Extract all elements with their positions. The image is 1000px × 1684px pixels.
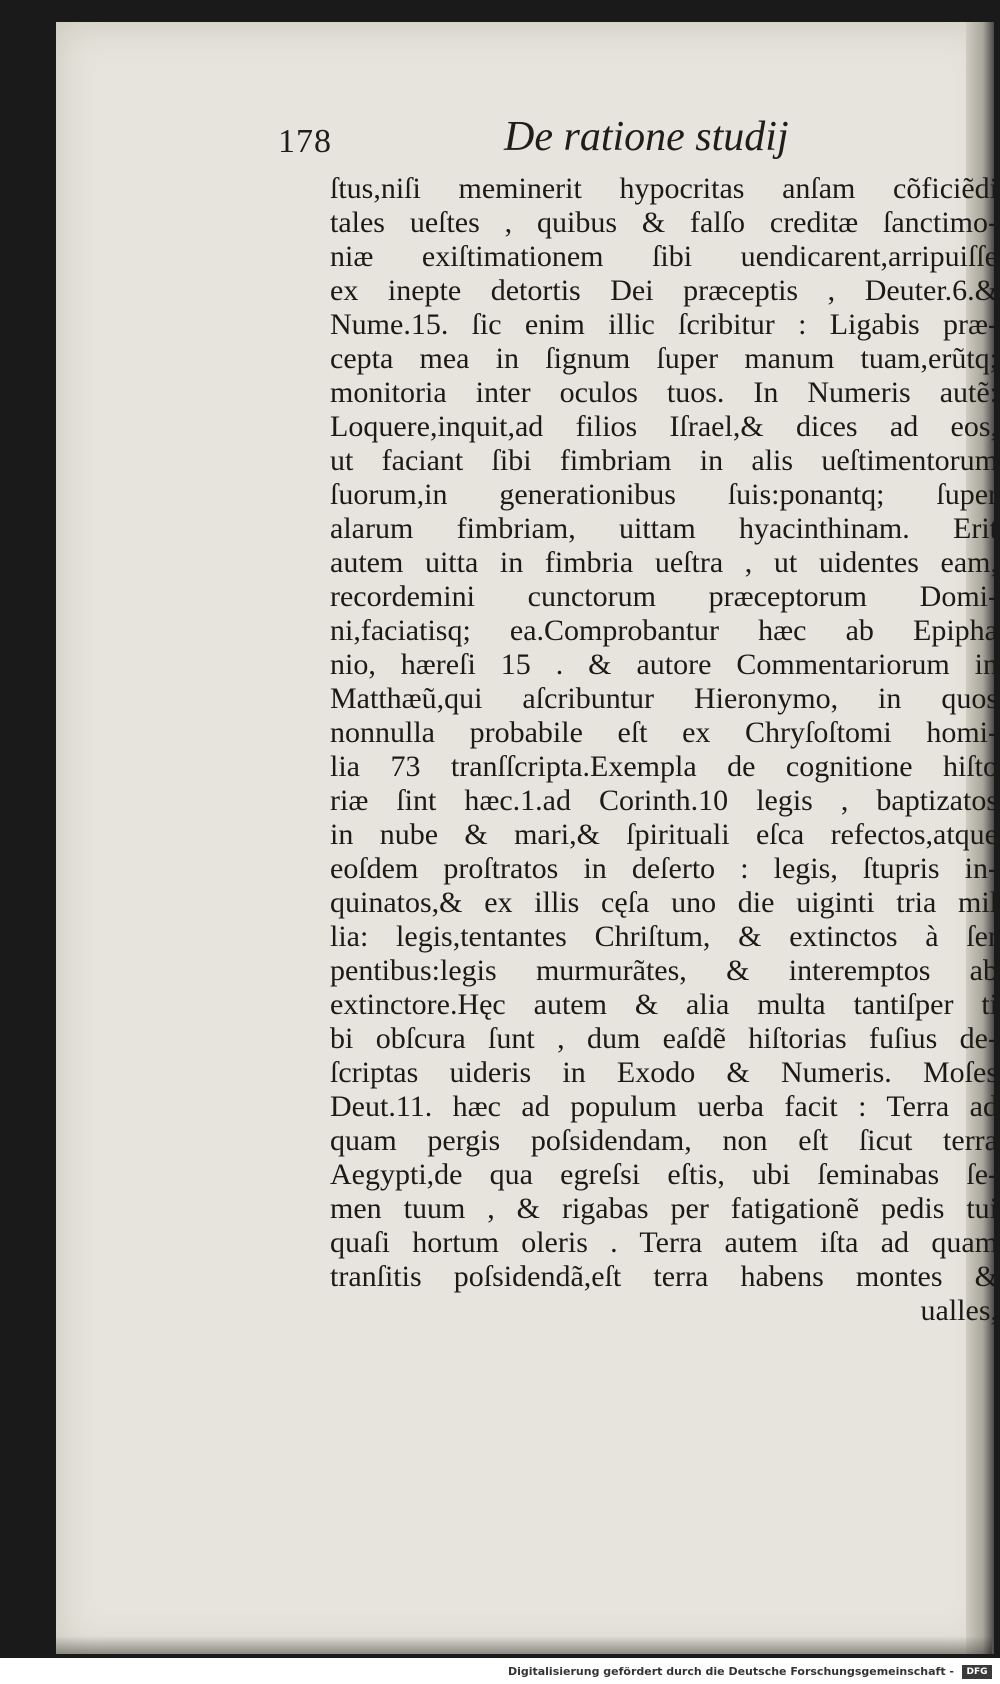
text-line: autem uitta in fimbria ueſtra , ut uidentes eam,	[330, 546, 998, 579]
text-line: extinctore.Hęc autem & alia multa tantiſper ti	[330, 988, 998, 1021]
text-line: recordemini cunctorum præceptorum Domi-	[330, 580, 998, 613]
text-line: monitoria inter oculos tuos. In Numeris autẽ:	[330, 376, 998, 409]
text-line: niæ exiſtimationem ſibi uendicarent,arripuiſſe	[330, 240, 998, 273]
text-line: lia 73 tranſſcripta.Exempla de cognitione hiſto	[330, 750, 998, 783]
text-line: cepta mea in ſignum ſuper manum tuam,erũtq;	[330, 342, 998, 375]
text-line: ſtus,niſi meminerit hypocritas anſam cõficiẽdi	[330, 172, 998, 205]
text-line: men tuum , & rigabas per fatigationẽ pedis tui	[330, 1192, 998, 1225]
text-line: tranſitis poſsidendã,eſt terra habens montes &	[330, 1260, 998, 1293]
footer-credit: Digitalisierung gefördert durch die Deutsche Forschungsgemeinschaft -	[507, 1665, 954, 1678]
text-line: ut faciant ſibi fimbriam in alis ueſtimentorum	[330, 444, 998, 477]
page-header	[272, 113, 892, 173]
text-line: quam pergis poſsidendam, non eſt ſicut terra	[330, 1124, 998, 1157]
text-line: ni,faciatisq; ea.Comprobantur hæc ab Epipha	[330, 614, 998, 647]
footer-bar	[0, 1661, 1000, 1684]
text-line: nonnulla probabile eſt ex Chryſoſtomi homi-	[330, 716, 998, 749]
text-line: eoſdem proſtratos in deſerto : legis, ſtupris in-	[330, 852, 998, 885]
text-line: in nube & mari,& ſpirituali eſca refectos,atque	[330, 818, 998, 851]
page-bottom-shadow	[56, 1636, 992, 1654]
page-number: 178	[278, 123, 332, 160]
text-line: quinatos,& ex illis cęſa uno die uiginti tria mil	[330, 886, 998, 919]
text-line: ſuorum,in generationibus ſuis:ponantq; ſuper	[330, 478, 998, 511]
text-line: bi obſcura ſunt , dum eaſdẽ hiſtorias fuſius de-	[330, 1022, 998, 1055]
text-line: quaſi hortum oleris . Terra autem iſta ad quam	[330, 1226, 998, 1259]
text-line: ſcriptas uideris in Exodo & Numeris. Moſes	[330, 1056, 998, 1089]
text-line: tales ueſtes , quibus & falſo creditæ ſanctimo-	[330, 206, 998, 239]
text-line: Deut.11. hæc ad populum uerba facit : Terra ad	[330, 1090, 998, 1123]
text-line: Aegypti,de qua egreſsi eſtis, ubi ſeminabas ſe-	[330, 1158, 998, 1191]
text-line: Loquere,inquit,ad filios Iſrael,& dices ad eos,	[330, 410, 998, 443]
text-line: Nume.15. ſic enim illic ſcribitur : Ligabis præ-	[330, 308, 998, 341]
text-line: nio, hæreſi 15 . & autore Commentariorum in	[330, 648, 998, 681]
text-line: ex inepte detortis Dei præceptis , Deuter.6.&	[330, 274, 998, 307]
text-line: pentibus:legis murmurãtes, & interemptos ab	[330, 954, 998, 987]
text-line: lia: legis,tentantes Chriſtum, & extinctos à ſer	[330, 920, 998, 953]
text-line: Matthæũ,qui aſcribuntur Hieronymo, in quos	[330, 682, 998, 715]
text-line: riæ ſint hæc.1.ad Corinth.10 legis , baptizatos	[330, 784, 998, 817]
body-text	[330, 172, 998, 1328]
running-head: De ratione studij	[504, 114, 789, 160]
dfg-logo: DFG	[962, 1665, 992, 1679]
text-line: ualles,	[920, 1294, 998, 1327]
text-line: alarum fimbriam, uittam hyacinthinam. Erit	[330, 512, 998, 545]
